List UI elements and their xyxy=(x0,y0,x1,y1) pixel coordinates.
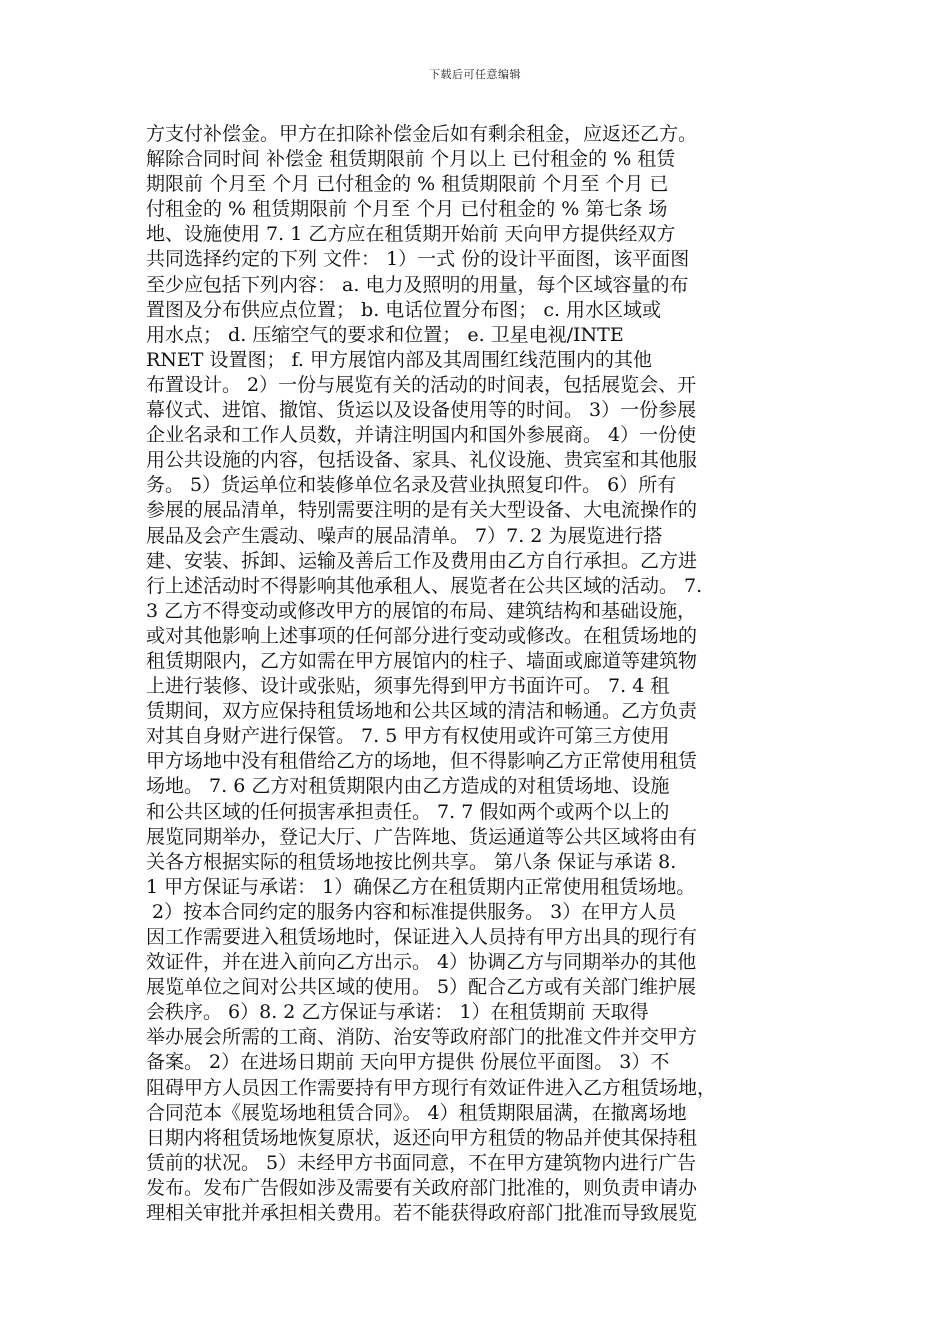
text-line: 理相关审批并承担相关费用。若不能获得政府部门批准而导致展览 xyxy=(146,1202,698,1225)
text-line: 方支付补偿金。甲方在扣除补偿金后如有剩余租金，应返还乙方。 xyxy=(146,123,698,145)
text-line: 建、安装、拆卸、运输及善后工作及费用由乙方自行承担。乙方进 xyxy=(146,549,698,572)
text-line: 日期内将租赁场地恢复原状，返还向甲方租赁的物品并使其保持租 xyxy=(146,1126,698,1149)
text-line: 用公共设施的内容，包括设备、家具、礼仪设施、贵宾室和其他服 xyxy=(146,449,698,472)
text-line: 行上述活动时不得影响其他承租人、展览者在公共区域的活动。 7. xyxy=(146,574,703,597)
text-line: 付租金的 % 租赁期限前 个月至 个月 已付租金的 % 第七条 场 xyxy=(146,198,668,221)
text-line: 置图及分布供应点位置； b. 电话位置分布图； c. 用水区域或 xyxy=(146,298,662,321)
text-line: 或对其他影响上述事项的任何部分进行变动或修改。在租赁场地的 xyxy=(146,624,698,647)
text-line: 3 乙方不得变动或修改甲方的展馆的布局、建筑结构和基础设施， xyxy=(146,599,697,622)
text-line: 用水点； d. 压缩空气的要求和位置； e. 卫星电视/INTE xyxy=(146,323,624,346)
text-line: 至少应包括下列内容： a. 电力及照明的用量，每个区域容量的布 xyxy=(146,273,689,296)
text-line: 上进行装修、设计或张贴，须事先得到甲方书面许可。 7. 4 租 xyxy=(146,675,670,698)
text-line: 解除合同时间 补偿金 租赁期限前 个月以上 已付租金的 % 租赁 xyxy=(146,148,676,171)
text-line: 布置设计。 2）一份与展览有关的活动的时间表，包括展览会、开 xyxy=(146,373,697,396)
page-header-note: 下载后可任意编辑 xyxy=(429,68,521,81)
text-line: 备案。 2）在进场日期前 天向甲方提供 份展位平面图。 3）不 xyxy=(146,1051,670,1074)
text-line: 共同选择约定的下列 文件： 1）一式 份的设计平面图，该平面图 xyxy=(146,248,690,271)
text-line: 举办展会所需的工商、消防、治安等政府部门的批准文件并交甲方 xyxy=(146,1026,698,1049)
text-line: 期限前 个月至 个月 已付租金的 % 租赁期限前 个月至 个月 已 xyxy=(146,173,669,196)
text-line: 因工作需要进入租赁场地时，保证进入人员持有甲方出具的现行有 xyxy=(146,926,698,948)
text-line: 参展的展品清单，特别需要注明的是有关大型设备、大电流操作的 xyxy=(146,499,698,522)
text-line: 效证件，并在进入前向乙方出示。 4）协调乙方与同期举办的其他 xyxy=(146,951,697,974)
text-line: 和公共区域的任何损害承担责任。 7. 7 假如两个或两个以上的 xyxy=(146,800,670,823)
text-line: 展览同期举办，登记大厅、广告阵地、货运通道等公共区域将由有 xyxy=(146,825,698,848)
text-line: RNET 设置图； f. 甲方展馆内部及其周围红线范围内的其他 xyxy=(146,348,652,371)
text-line: 赁期间，双方应保持租赁场地和公共区域的清洁和畅通。乙方负责 xyxy=(146,700,698,723)
text-line: 务。 5）货运单位和装修单位名录及营业执照复印件。 6）所有 xyxy=(146,474,677,497)
text-line: 展品及会产生震动、噪声的展品清单。 7）7. 2 为展览进行搭 xyxy=(146,524,663,547)
text-line: 阻碍甲方人员因工作需要持有甲方现行有效证件进入乙方租赁场地， xyxy=(146,1076,717,1099)
text-line: 会秩序。 6）8. 2 乙方保证与承诺： 1）在租赁期前 天取得 xyxy=(146,1001,649,1024)
text-line: 1 甲方保证与承诺： 1）确保乙方在租赁期内正常使用租赁场地。 xyxy=(146,875,696,898)
text-line: 展览单位之间对公共区域的使用。 5）配合乙方或有关部门维护展 xyxy=(146,976,697,999)
text-line: 合同范本《展览场地租赁合同》。 4）租赁期限届满，在撤离场地 xyxy=(146,1101,687,1124)
text-line: 场地。 7. 6 乙方对租赁期限内由乙方造成的对租赁场地、设施 xyxy=(146,775,670,798)
text-line: 关各方根据实际的租赁场地按比例共享。 第八条 保证与承诺 8. xyxy=(146,850,677,873)
text-line: 赁前的状况。 5）未经甲方书面同意，不在甲方建筑物内进行广告 xyxy=(146,1151,697,1174)
document-body xyxy=(146,122,806,1226)
text-line: 租赁期限内，乙方如需在甲方展馆内的柱子、墙面或廊道等建筑物 xyxy=(146,649,698,672)
text-line: 发布。发布广告假如涉及需要有关政府部门批准的，则负责申请办 xyxy=(146,1176,698,1199)
text-line: 甲方场地中没有租借给乙方的场地，但不得影响乙方正常使用租赁 xyxy=(146,750,698,773)
text-line: 幕仪式、进馆、撤馆、货运以及设备使用等的时间。 3）一份参展 xyxy=(146,399,697,422)
text-line: 企业名录和工作人员数，并请注明国内和国外参展商。 4）一份使 xyxy=(146,424,697,447)
text-line: 2）按本合同约定的服务内容和标准提供服务。 3）在甲方人员 xyxy=(146,900,677,923)
text-line: 地、设施使用 7. 1 乙方应在租赁期开始前 天向甲方提供经双方 xyxy=(146,223,676,246)
text-line: 对其自身财产进行保管。 7. 5 甲方有权使用或许可第三方使用 xyxy=(146,725,670,748)
